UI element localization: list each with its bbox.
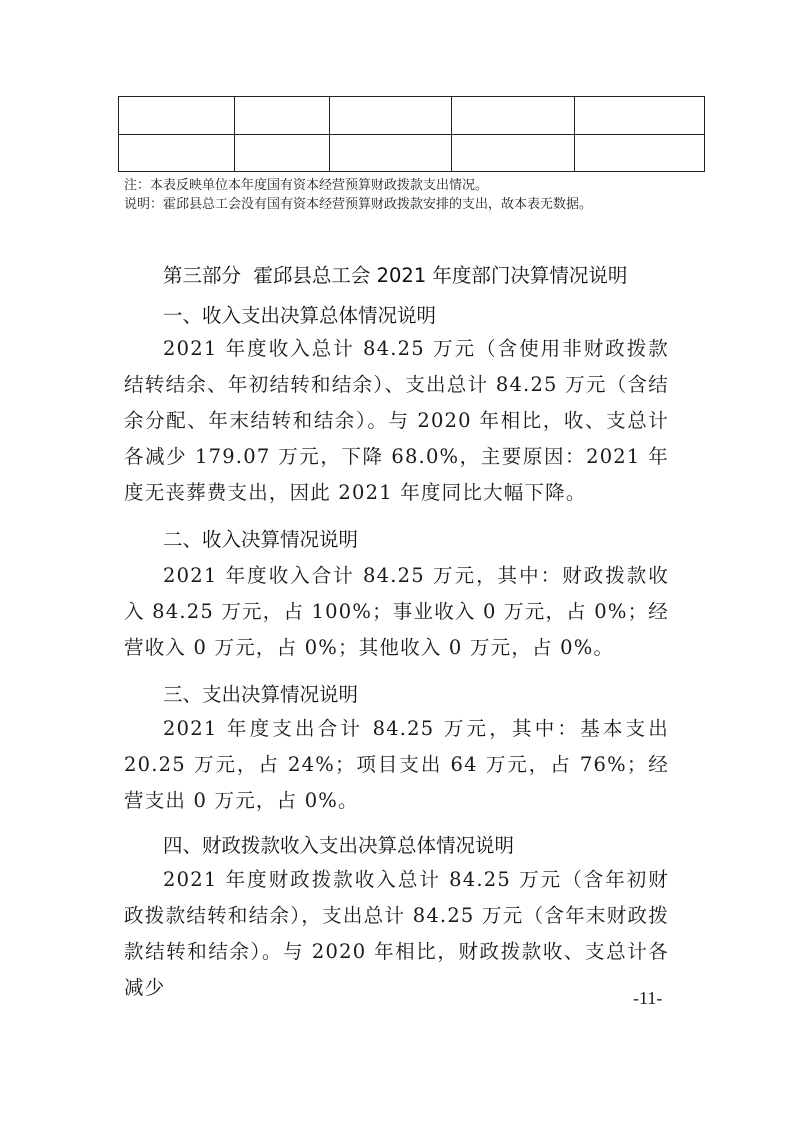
- table-cell: [235, 97, 330, 135]
- section-heading-2: 二、收入决算情况说明: [163, 528, 359, 551]
- section-heading-1: 一、收入支出决算总体情况说明: [163, 304, 437, 327]
- section-paragraph-3: 2021 年度支出合计 84.25 万元，其中：基本支出 20.25 万元，占 24%；项目支出 64 万元，占 76%；经营支出 0 万元，占 0%。: [124, 717, 669, 812]
- section-heading-3: 三、支出决算情况说明: [163, 683, 359, 706]
- table-row: [119, 97, 705, 135]
- table-explanation: 说明：霍邱县总工会没有国有资本经营预算财政拨款安排的支出，故本表无数据。: [124, 197, 593, 212]
- table-row: [119, 134, 705, 172]
- table-cell: [235, 134, 330, 172]
- table-cell: [452, 97, 575, 135]
- table-cell: [575, 134, 705, 172]
- section-heading-4: 四、财政拨款收入支出决算总体情况说明: [163, 834, 515, 857]
- page-number: -11-: [633, 988, 663, 1008]
- section-paragraph-2: 2021 年度收入合计 84.25 万元，其中：财政拨款收入 84.25 万元，占 100%；事业收入 0 万元，占 0%；经营收入 0 万元，占 0%；其他收入 0 万元，占 0%。: [124, 564, 669, 659]
- table-cell: [119, 134, 235, 172]
- table-notes: [124, 176, 592, 214]
- section-paragraph-1: 2021 年度收入总计 84.25 万元（含使用非财政拨款结转结余、年初结转和结余）、支出总计 84.25 万元（含结余分配、年末结转和结余）。与 2020 年相比，收、支总计各减少 179.07 万元，下降 68.0%，主要原因：2021 年度无丧葬费支出，因此 2021 年度同比大幅下降。: [124, 337, 669, 504]
- table-cell: [330, 97, 452, 135]
- part-title: 第三部分 霍邱县总工会 2021 年度部门决算情况说明: [163, 264, 628, 287]
- table-cell: [330, 134, 452, 172]
- section-paragraph-4: 2021 年度财政拨款收入总计 84.25 万元（含年初财政拨款结转和结余），支出总计 84.25 万元（含年末财政拨款结转和结余）。与 2020 年相比，财政拨款收、支总计各减少: [124, 868, 669, 999]
- data-table-fragment: [118, 96, 705, 172]
- table-cell: [452, 134, 575, 172]
- table-cell: [575, 97, 705, 135]
- table-note: 注：本表反映单位本年度国有资本经营预算财政拨款支出情况。: [124, 178, 489, 193]
- table-cell: [119, 97, 235, 135]
